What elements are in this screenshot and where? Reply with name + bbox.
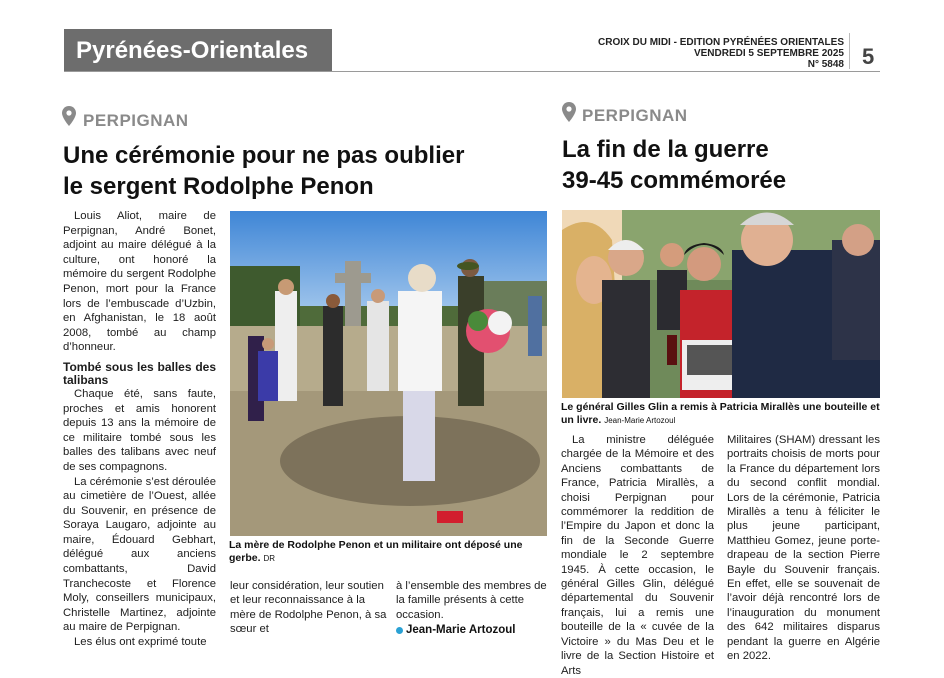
publication-name: CROIX DU MIDI - EDITION PYRÉNÉES ORIENTALES — [598, 37, 844, 48]
article1-paragraph: Louis Aliot, maire de Perpignan, André Bonet, adjoint au maire délégué à la culture, ont honoré la mémoire du sergent Rodolphe Penon, mort pour la France lors de l’embuscade d’Uzbin, en Afghanistan, le 18 août 2008, tombé au champ d’honneur. — [63, 210, 216, 354]
article2-photo — [562, 210, 880, 398]
article2-column2 — [727, 433, 880, 664]
article1-headline-line2: le sergent Rodolphe Penon — [63, 173, 374, 200]
article1-kicker: PERPIGNAN — [83, 111, 189, 130]
article2-headline-line2: 39-45 commémorée — [562, 167, 787, 194]
article1-photo-credit: DR — [263, 553, 275, 563]
header-rule — [64, 71, 880, 72]
article2-column1 — [561, 433, 714, 678]
article1-column3 — [396, 579, 548, 638]
article1-author — [396, 623, 548, 637]
issue-number: N° 5848 — [807, 59, 844, 70]
article1-photo — [230, 211, 547, 536]
article1-subhead: Tombé sous les balles des talibans — [63, 359, 216, 387]
article1-headline — [63, 140, 543, 202]
page-number: 5 — [862, 44, 875, 69]
article1-paragraph: Chaque été, sans faute, proches et amis honorent depuis 13 ans la mémoire de ce militaire tombé sous les balles des talibans avec neuf de ses compagnons. — [63, 387, 216, 473]
article1-paragraph: La cérémonie s’est déroulée au cimetière de l’Ouest, allée du Souvenir, en présence de Soraya Laugaro, adjointe au maire, Édouard Gebhart, délégué aux anciens combattants, David Tranchecoste et Florence Moly, conseillers municipaux, Christelle Martinez, adjointe au maire de Perpignan. — [63, 475, 216, 634]
author-dot-icon — [396, 627, 403, 634]
article1-paragraph: à l’ensemble des membres de la famille présents à cette occasion. — [396, 580, 547, 621]
article2-photo-credit: Jean-Marie Artozoul — [604, 415, 676, 425]
article2-kicker: PERPIGNAN — [582, 106, 688, 125]
article1-headline-line1: Une cérémonie pour ne pas oublier — [63, 142, 465, 169]
article2-paragraph: La ministre déléguée chargée de la Mémoire et des Anciens combattants de France, Patricia Mirallès, a choisi Perpignan pour commémorer la reddition de l’Empire du Japon et donc la fin de la Seconde Guerre mondiale le 2 septembre 1945. À cette occasion, le général Gilles Glin, délégué départemental du Souvenir français, lui a remis une bouteille de la « cuvée de la Victoire » du Mas Deu et le livre de la Section Histoire et Arts — [561, 434, 714, 677]
article2-photo-caption — [561, 401, 881, 427]
article2-paragraph: Militaires (SHAM) dressant les portraits choisis de morts pour la France du département lors du second conflit mondial. Lors de la cérémonie, Patricia Mirallès a tenu à féliciter le plus jeune participant, Matthieu Gomez, jeune porte-drapeau de la section Pierre Bayle du Souvenir français. En effet, elle se souvenait de l’avoir déjà rencontré lors de l’inauguration du monument des 642 militaires disparus pendant la guerre en Algérie en 2022. — [727, 434, 880, 663]
article1-column1 — [63, 209, 216, 650]
article1-photo-caption — [229, 539, 549, 565]
article2-headline — [562, 134, 882, 196]
article2-headline-line1: La fin de la guerre — [562, 136, 769, 163]
article1-caption-text: La mère de Rodolphe Penon et un militaire ont déposé une gerbe. — [229, 539, 523, 564]
article2-caption-text: Le général Gilles Glin a remis à Patricia Mirallès une bouteille et un livre. — [561, 401, 880, 426]
location-pin-icon — [62, 106, 76, 131]
article1-paragraph: Les élus ont exprimé toute — [74, 636, 207, 649]
header-divider — [849, 33, 850, 69]
article1-paragraph: leur considération, leur soutien et leur reconnaissance à la mère de Rodolphe Penon, à sa sœur et — [230, 580, 387, 636]
location-pin-icon — [562, 102, 576, 127]
publication-info — [598, 37, 844, 70]
article1-column2 — [230, 579, 390, 637]
section-title: Pyrénées-Orientales — [64, 29, 332, 72]
article1-author-name: Jean-Marie Artozoul — [406, 624, 516, 637]
publication-date: VENDREDI 5 SEPTEMBRE 2025 — [693, 48, 844, 59]
